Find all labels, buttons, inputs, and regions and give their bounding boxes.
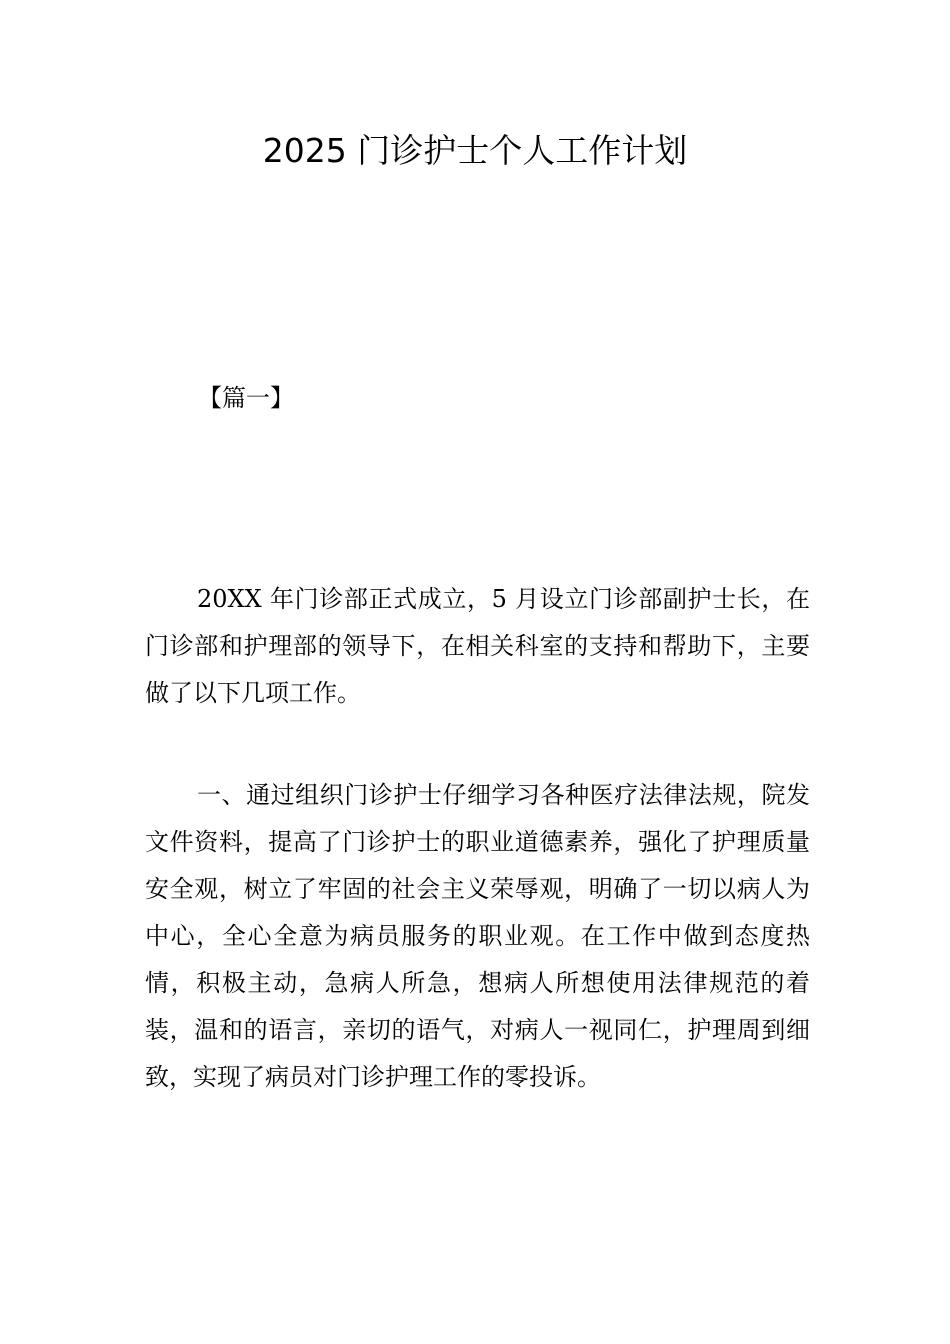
paragraph-item-one: 一、通过组织门诊护士仔细学习各种医疗法律法规，院发文件资料，提高了门诊护士的职业道德素养，强化了护理质量安全观，树立了牢固的社会主义荣辱观，明确了一切以病人为中心，全心全意为病员服务的职业观。在工作中做到态度热情，积极主动，急病人所急，想病人所想使用法律规范的着装，温和的语言，亲切的语气，对病人一视同仁，护理周到细致，实现了病员对门诊护理工作的零投诉。 [145, 781, 810, 1091]
document-title: 2025 门诊护士个人工作计划 [262, 131, 688, 170]
paragraph-intro: 20XX 年门诊部正式成立，5 月设立门诊部副护士长，在门诊部和护理部的领导下，在相关科室的支持和帮助下，主要做了以下几项工作。 [145, 585, 810, 707]
section-label: 【篇一】 [198, 384, 294, 412]
